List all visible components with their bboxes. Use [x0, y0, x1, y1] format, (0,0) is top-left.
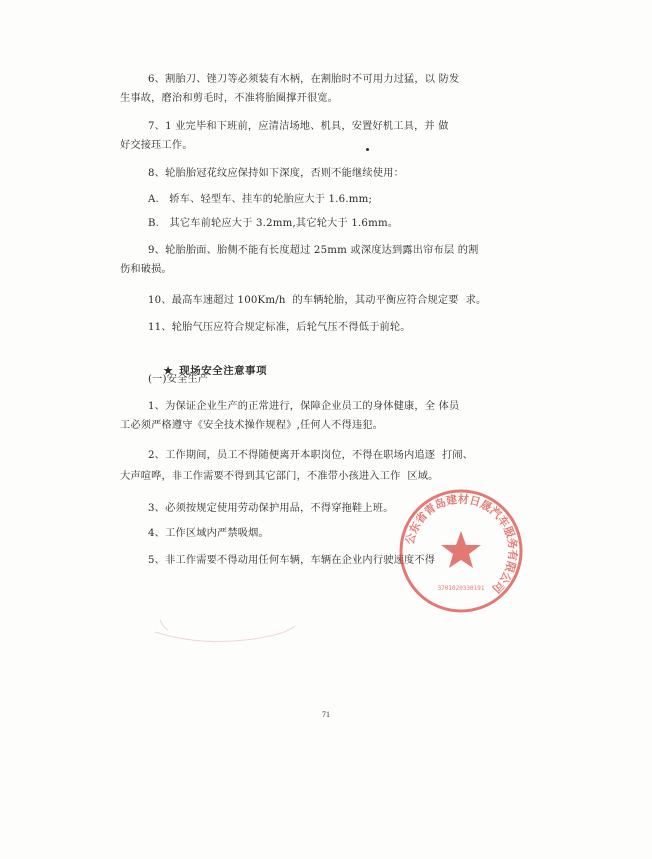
safety-item-4: 4、工作区域内严禁吸烟。 — [148, 528, 269, 539]
item-6-line-2: 生事故，磨治和剪毛时，不准将胎圈撑开很宽。 — [120, 93, 339, 104]
item-7-line-1: 7、1 业完毕和下班前，应清洁场地、机具，安置好机工具，并 做 — [148, 121, 449, 132]
item-9-line-2: 伤和破损。 — [120, 264, 172, 275]
star-icon: ★ — [163, 365, 174, 377]
stray-dot — [366, 148, 369, 151]
safety-item-1-line-1: 1、为保证企业生产的正常进行，保障企业员工的身体健康，全 体员 — [148, 401, 460, 412]
section-subtitle: (一)安全生产 — [148, 374, 209, 385]
item-8-b: B. 其它车前轮应大于 3.2mm,其它轮大于 1.6mm。 — [148, 218, 399, 229]
safety-item-1-line-2: 工必须严格遵守《安全技术操作规程》,任何人不得违犯。 — [120, 420, 384, 431]
safety-item-3: 3、必须按规定使用劳动保护用品，不得穿拖鞋上班。 — [148, 503, 394, 514]
safety-item-2-line-1: 2、工作期间，员工不得随便离开本职岗位，不得在职场内追逐 打闹、 — [148, 450, 474, 461]
faint-signature-mark — [150, 610, 300, 650]
item-8-a: A. 轿车、轻型车、挂车的轮胎应大于 1.6.mm; — [148, 194, 373, 205]
item-7-line-2: 好交接珏工作。 — [120, 140, 193, 151]
seal-ring-text: 公东省青岛建材日晟汽车服务有限公司 — [403, 492, 520, 596]
item-11: 11、轮胎气压应符合规定标准，后轮气压不得低于前轮。 — [148, 322, 411, 333]
item-10: 10、最高车速超过 100Km/h 的车辆轮胎，其动平衡应符合规定要 求。 — [148, 295, 487, 306]
section-title: 现场安全注意事项 — [179, 365, 268, 377]
item-9-line-1: 9、轮胎胎面、胎侧不能有长度超过 25mm 或深度达到露出帘布层 的割 — [148, 245, 479, 256]
page-number: 71 — [322, 710, 330, 719]
item-6-line-1: 6、割胎刀、锉刀等必须装有木柄，在割胎时不可用力过猛，以 防发 — [148, 74, 460, 85]
item-8: 8、轮胎胎冠花纹应保持如下深度，否则不能继续使用： — [148, 168, 404, 179]
safety-item-2-line-2: 大声喧哗，非工作需要不得到其它部门，不准带小孩进入工作 区域。 — [120, 471, 439, 482]
seal-number: 3701020330191 — [437, 585, 485, 592]
safety-item-5: 5、非工作需要不得动用任何车辆，车辆在企业内行驶速度不得 — [148, 555, 436, 566]
